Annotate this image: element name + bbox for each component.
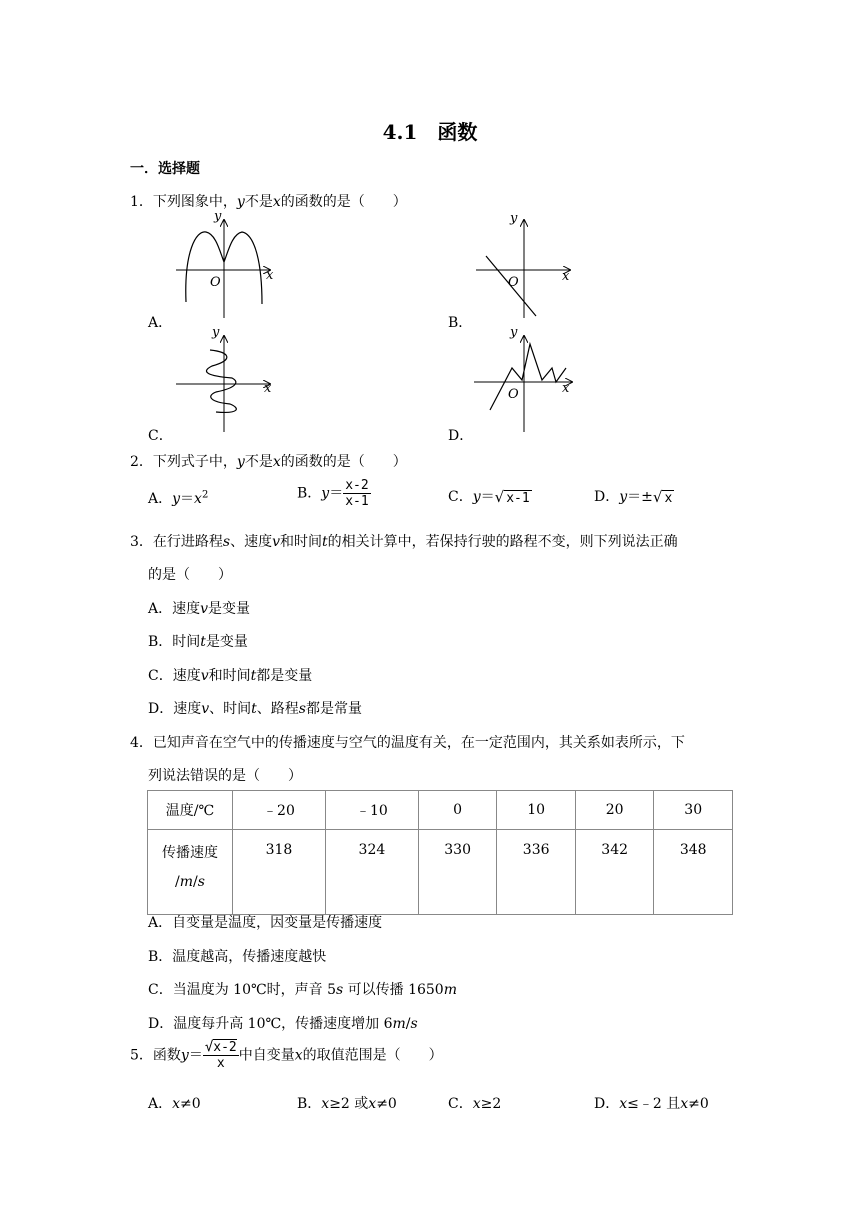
q5-d-x2: x <box>680 1096 689 1112</box>
q5-numerator: √x-2 <box>204 1039 237 1055</box>
table-cell: 10 <box>497 791 576 830</box>
q2-a-label: A． <box>148 491 173 507</box>
speed-header-unit <box>148 874 232 890</box>
q5-fraction <box>203 1040 239 1071</box>
q3-a-pre: A．速度 <box>148 601 201 617</box>
q2-c-radicand: x-1 <box>506 491 530 506</box>
q5-stem-c: 的取值范围是（ ） <box>302 1047 443 1064</box>
q2-option-c <box>448 486 532 506</box>
q3-d-s: s <box>298 701 306 717</box>
q1-graph-c-y-label: y <box>212 325 220 340</box>
q1-option-b-label: B． <box>448 315 473 331</box>
q3-l1-b: 、速度 <box>230 534 273 550</box>
q3-var-s: s <box>222 534 231 550</box>
q5-d-rest: ≠0 <box>688 1096 709 1112</box>
q1-option-a-label: A． <box>148 315 173 331</box>
q2-stem-b: 不是 <box>244 454 273 470</box>
q5-option-a <box>148 1093 201 1113</box>
q5-stem-b: 中自变量 <box>238 1047 295 1064</box>
q5-eq: ＝ <box>188 1047 203 1064</box>
q4-c-s: s <box>336 982 344 998</box>
q2-c-eq: ＝ <box>480 489 495 505</box>
question-3-stem-line2: 的是（ ） <box>148 567 232 583</box>
q2-d-eq: ＝± <box>627 489 653 505</box>
section-heading: 一．选择题 <box>130 161 200 177</box>
q3-c-pre: C．速度 <box>148 668 201 684</box>
q2-b-eq: ＝ <box>329 485 344 502</box>
q1-graph-d-origin: O <box>508 387 519 402</box>
speed-temperature-table <box>147 790 733 915</box>
table-cell: 318 <box>233 830 326 915</box>
q3-b-t: t <box>200 634 206 650</box>
q5-b-x2: x <box>368 1096 377 1112</box>
q4-option-a: A．自变量是温度，因变量是传播速度 <box>148 915 383 931</box>
q5-option-d <box>594 1093 709 1113</box>
table-cell: ﹣10 <box>325 791 418 830</box>
q3-d-pre: D．速度 <box>148 701 202 717</box>
q5-option-b <box>297 1093 397 1113</box>
q5-a-x: x <box>172 1096 181 1112</box>
q3-c-t: t <box>250 668 257 684</box>
q2-a-y: y <box>172 491 181 507</box>
q4-d-m: m <box>392 1016 406 1032</box>
question-4-stem-line2: 列说法错误的是（ ） <box>148 768 302 784</box>
q4-c-b: 可以传播 1650 <box>343 982 444 998</box>
q1-var-x: x <box>272 194 281 210</box>
q2-stem-c: 的函数的是（ ） <box>280 454 407 470</box>
q5-d-label: D． <box>594 1096 620 1112</box>
q5-b-mid: ≥2 或 <box>329 1096 369 1112</box>
q2-b-label: B． <box>297 485 322 502</box>
q4-c-a: C．当温度为 10℃时，声音 5 <box>148 982 336 998</box>
q2-a-eq: ＝ <box>180 491 195 507</box>
q3-b-post: 是变量 <box>205 634 248 650</box>
q3-option-d <box>148 698 362 718</box>
q1-graph-b <box>470 212 580 320</box>
q2-a-x: x <box>194 491 202 507</box>
q5-b-x1: x <box>321 1096 330 1112</box>
q1-graph-c <box>170 322 280 434</box>
q1-graph-d-x-label: x <box>562 381 570 396</box>
q3-d-m2: 、路程 <box>256 701 299 717</box>
q1-graph-c-x-label: x <box>264 381 272 396</box>
table-cell: 30 <box>654 791 733 830</box>
table-cell: 336 <box>497 830 576 915</box>
question-4-stem-line1: 4．已知声音在空气中的传播速度与空气的温度有关，在一定范围内，其关系如表所示，下 <box>130 735 685 751</box>
q4-option-d <box>148 1013 418 1033</box>
q2-c-label: C． <box>448 489 473 505</box>
q3-l1-d: 的相关计算中，若保持行驶的路程不变，则下列说法正确 <box>327 534 678 550</box>
unit-slash-2: / <box>193 874 198 890</box>
q1-graph-a <box>170 212 280 320</box>
q3-b-pre: B．时间 <box>148 634 201 650</box>
q5-radicand: x-2 <box>213 1040 237 1055</box>
q2-var-x: x <box>272 454 281 470</box>
q1-graph-a-origin: O <box>210 275 221 290</box>
q2-c-sqrt: √ x-1 <box>494 488 530 506</box>
table-cell: ﹣20 <box>233 791 326 830</box>
q1-stem-b: 不是 <box>244 194 273 210</box>
q3-var-t: t <box>322 534 328 550</box>
q2-stem-a: 2．下列式子中， <box>130 454 237 470</box>
q4-c-m: m <box>443 982 457 998</box>
q5-c-label: C． <box>448 1096 473 1112</box>
table-header-temperature: 温度/℃ <box>148 791 233 830</box>
q3-d-post: 都是常量 <box>305 701 362 717</box>
q1-graph-a-y-label: y <box>214 212 222 224</box>
q4-d-s: s <box>410 1016 418 1032</box>
q5-a-rest: ≠0 <box>180 1096 201 1112</box>
q1-option-c-label: C． <box>148 428 173 444</box>
q2-b-fraction <box>343 478 370 509</box>
q3-option-a <box>148 598 250 618</box>
q2-c-y: y <box>472 489 481 505</box>
q2-d-sqrt: √ x <box>652 488 673 506</box>
q3-a-post: 是变量 <box>208 601 251 617</box>
q1-graph-d <box>470 322 580 434</box>
table-cell: 324 <box>325 830 418 915</box>
q3-a-v: v <box>200 601 209 617</box>
q5-a-label: A． <box>148 1096 173 1112</box>
q5-stem-a: 5．函数 <box>130 1047 181 1064</box>
q5-d-mid: ≤﹣2 且 <box>627 1096 681 1112</box>
q1-option-d-label: D． <box>448 428 474 444</box>
question-2-stem <box>130 451 407 471</box>
q2-option-a <box>148 488 208 508</box>
q2-option-b <box>297 478 371 509</box>
q5-b-rest: ≠0 <box>376 1096 397 1112</box>
q4-option-b: B．温度越高，传播速度越快 <box>148 949 327 965</box>
q1-graph-b-origin: O <box>508 275 519 290</box>
table-cell: 20 <box>575 791 654 830</box>
q1-graph-b-x-label: x <box>562 269 570 284</box>
q2-option-d <box>594 486 674 506</box>
question-1-stem <box>130 191 407 211</box>
q5-x: x <box>294 1047 303 1064</box>
table-header-speed <box>148 830 233 915</box>
q3-d-t: t <box>251 701 257 717</box>
unit-m: m <box>179 874 194 890</box>
q3-option-b <box>148 631 248 651</box>
q3-c-mid: 和时间 <box>208 668 251 684</box>
q4-d-slash: / <box>405 1016 411 1032</box>
unit-s: s <box>197 874 205 890</box>
question-3-stem-line1 <box>130 531 678 551</box>
page-title: 4.1 函数 <box>382 120 478 144</box>
q5-c-rest: ≥2 <box>480 1096 502 1112</box>
q1-graph-a-x-label: x <box>266 268 274 283</box>
q2-a-sup: 2 <box>201 489 209 501</box>
q1-stem-a: 1．下列图象中， <box>130 194 237 210</box>
q3-l1-c: 和时间 <box>280 534 323 550</box>
q4-option-c <box>148 979 457 999</box>
q5-d-x1: x <box>619 1096 628 1112</box>
unit-slash-1: / <box>175 874 180 890</box>
table-row <box>148 830 733 915</box>
q3-option-c <box>148 665 312 685</box>
q2-d-label: D． <box>594 489 620 505</box>
q2-d-radicand: x <box>664 491 673 506</box>
q1-graph-b-y-label: y <box>510 212 518 226</box>
table-cell: 348 <box>654 830 733 915</box>
q2-var-y: y <box>236 454 245 470</box>
q1-var-y: y <box>236 194 245 210</box>
speed-header-label: 传播速度 <box>162 845 218 861</box>
q1-graph-d-y-label: y <box>510 325 518 340</box>
q3-var-v: v <box>272 534 281 550</box>
question-5-stem <box>130 1040 443 1071</box>
table-cell: 342 <box>575 830 654 915</box>
q2-b-numerator: x-2 <box>345 478 369 493</box>
q4-d-a: D．温度每升高 10℃，传播速度增加 6 <box>148 1016 393 1032</box>
q3-c-v: v <box>200 668 209 684</box>
q5-b-label: B． <box>297 1096 322 1112</box>
q5-y: y <box>180 1047 189 1064</box>
q1-stem-c: 的函数的是（ ） <box>280 194 407 210</box>
table-cell: 330 <box>418 830 497 915</box>
table-row <box>148 791 733 830</box>
q5-c-x: x <box>472 1096 481 1112</box>
q3-d-m1: 、时间 <box>209 701 252 717</box>
table-cell: 0 <box>418 791 497 830</box>
q2-d-y: y <box>619 489 628 505</box>
q3-c-post: 都是变量 <box>256 668 313 684</box>
q3-d-v: v <box>201 701 210 717</box>
q5-denominator: x <box>216 1056 225 1071</box>
q3-l1-a: 3．在行进路程 <box>130 534 223 550</box>
q2-b-y: y <box>321 485 330 502</box>
q5-option-c <box>448 1093 501 1113</box>
q2-b-denominator: x-1 <box>345 494 369 509</box>
